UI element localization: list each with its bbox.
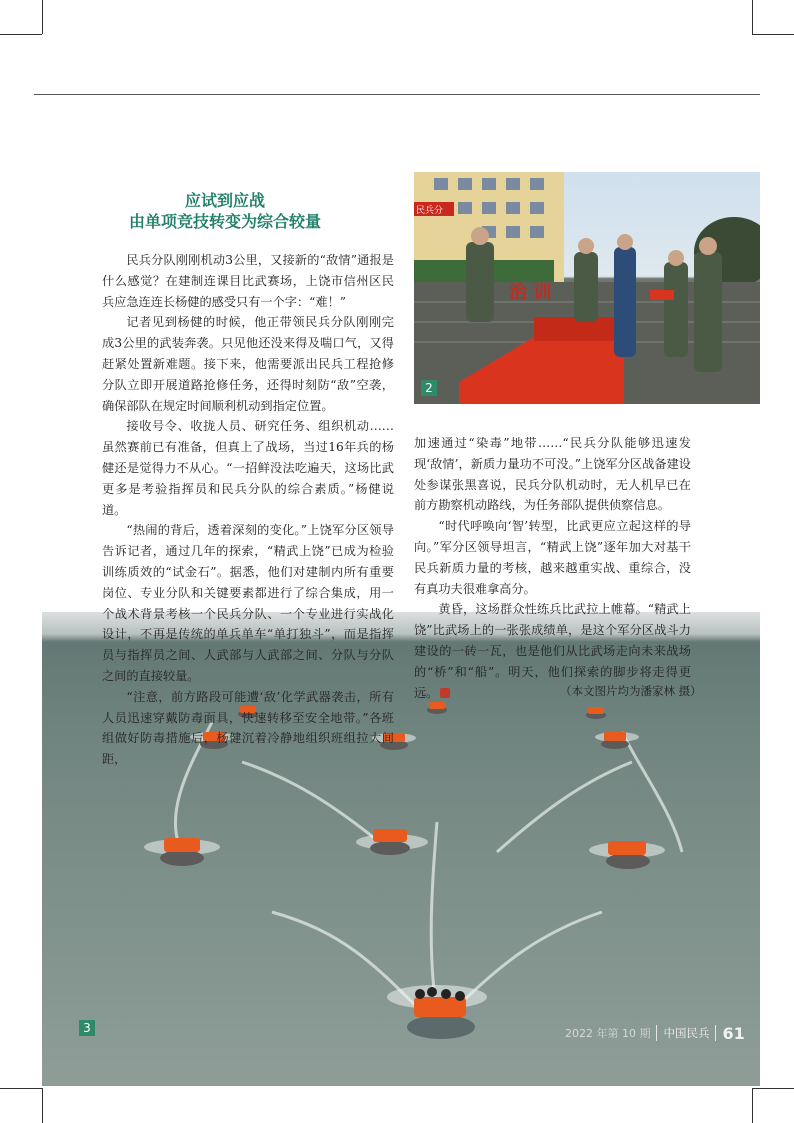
crop-mark bbox=[752, 34, 794, 35]
paragraph: “时代呼唤向‘智’转型，比武更应立起这样的导向。”军分区领导坦言，“精武上饶”逐年加大对基干民兵新质力量的考核，越来越重实战、重综合，没有真功夫很难拿高分。 bbox=[414, 519, 691, 596]
crop-mark bbox=[42, 1088, 43, 1123]
paragraph: “注意，前方路段可能遭‘敌’化学武器袭击，所有人员迅速穿戴防毒面具，快速转移至安全地带。”各班组做好防毒措施后，杨健沉着冷静地组织班组拉大间距， bbox=[102, 689, 394, 767]
crop-mark bbox=[42, 0, 43, 34]
photo2-banner-text: 民兵分 bbox=[416, 206, 444, 216]
paragraph: “热闹的背后，透着深刻的变化。”上饶军分区领导告诉记者，通过几年的探索，“精武上饶”已成为检验训练质效的“试金石”。据悉，他们对建制内所有重要岗位、专业分队和关键要素都进行了综合集成，用一个战术背景考核一个民兵分队、一个专业进行实战化设计，不再是传统的单兵单车“单打独斗”，而是指挥员与指挥员之间、人武部与人武部之间、分队与分队之间的直接较量。 bbox=[102, 523, 394, 683]
footer-divider bbox=[656, 1025, 657, 1041]
footer-divider bbox=[715, 1025, 716, 1041]
crop-mark bbox=[752, 1088, 794, 1089]
paragraph: 接收号令、收拢人员、研究任务、组织机动……虽然赛前已有准备，但真上了战场，当过16年兵的杨健还是觉得力不从心。“一招鲜没法吃遍天，这场比武更多是考验指挥员和民兵分队的综合素质。”杨健说道。 bbox=[102, 419, 394, 517]
figure-number-2: 2 bbox=[421, 380, 437, 396]
header-rule bbox=[34, 94, 760, 95]
photo-award-ceremony bbox=[414, 172, 760, 404]
paragraph-final-text: 黄昏，这场群众性练兵比武拉上帷幕。“精武上饶”比武场上的一张张成绩单，是这个军分区战斗力建设的一砖一瓦，也是他们从比武场走向未来战场的“桥”和“船”。明天，他们探索的脚步将走得更远。 bbox=[414, 602, 691, 700]
figure-number-3: 3 bbox=[79, 1020, 95, 1036]
crop-mark bbox=[0, 34, 42, 35]
article-column-left bbox=[102, 250, 394, 770]
page-number: 61 bbox=[722, 1023, 745, 1043]
paragraph: 记者见到杨健的时候，他正带领民兵分队刚刚完成3公里的武装奔袭。只见他还没来得及喘口气，又得赶紧处置新难题。接下来，他需要派出民兵工程抢修分队立即开展道路抢修任务，还得时刻防“敌”空袭，确保部队在规定时间顺利机动到指定位置。 bbox=[102, 315, 394, 413]
paragraph: 民兵分队刚刚机动3公里，又接新的“敌情”通报是什么感觉？在建制连课目比武赛场，上饶市信州区民兵应急连连长杨健的感受只有一个字：“难！” bbox=[102, 253, 394, 309]
magazine-name: 中国民兵 bbox=[663, 1026, 710, 1040]
photo2-podium-text: 治 训 bbox=[509, 282, 552, 303]
crop-mark bbox=[752, 0, 753, 34]
section-title-line1: 应试到应战 bbox=[184, 191, 265, 210]
issue-label: 2022 年第 10 期 bbox=[565, 1027, 651, 1040]
paragraph: 加速通过“染毒”地带……“民兵分队能够迅速发现‘敌情’，新质力量功不可没。”上饶军分区战备建设处参谋张黑喜说，民兵分队机动时，无人机早已在前方勘察机动路线，为任务部队提供侦察信息。 bbox=[414, 436, 691, 513]
photo-credit: （本文图片均为潘家林 摄） bbox=[560, 684, 702, 698]
crop-mark bbox=[752, 1088, 753, 1123]
crop-mark bbox=[0, 1088, 42, 1089]
end-of-article-icon bbox=[440, 688, 450, 698]
section-title-line2: 由单项竞技转变为综合较量 bbox=[128, 212, 321, 231]
article-column-right bbox=[414, 433, 691, 703]
page-footer bbox=[565, 1022, 745, 1044]
